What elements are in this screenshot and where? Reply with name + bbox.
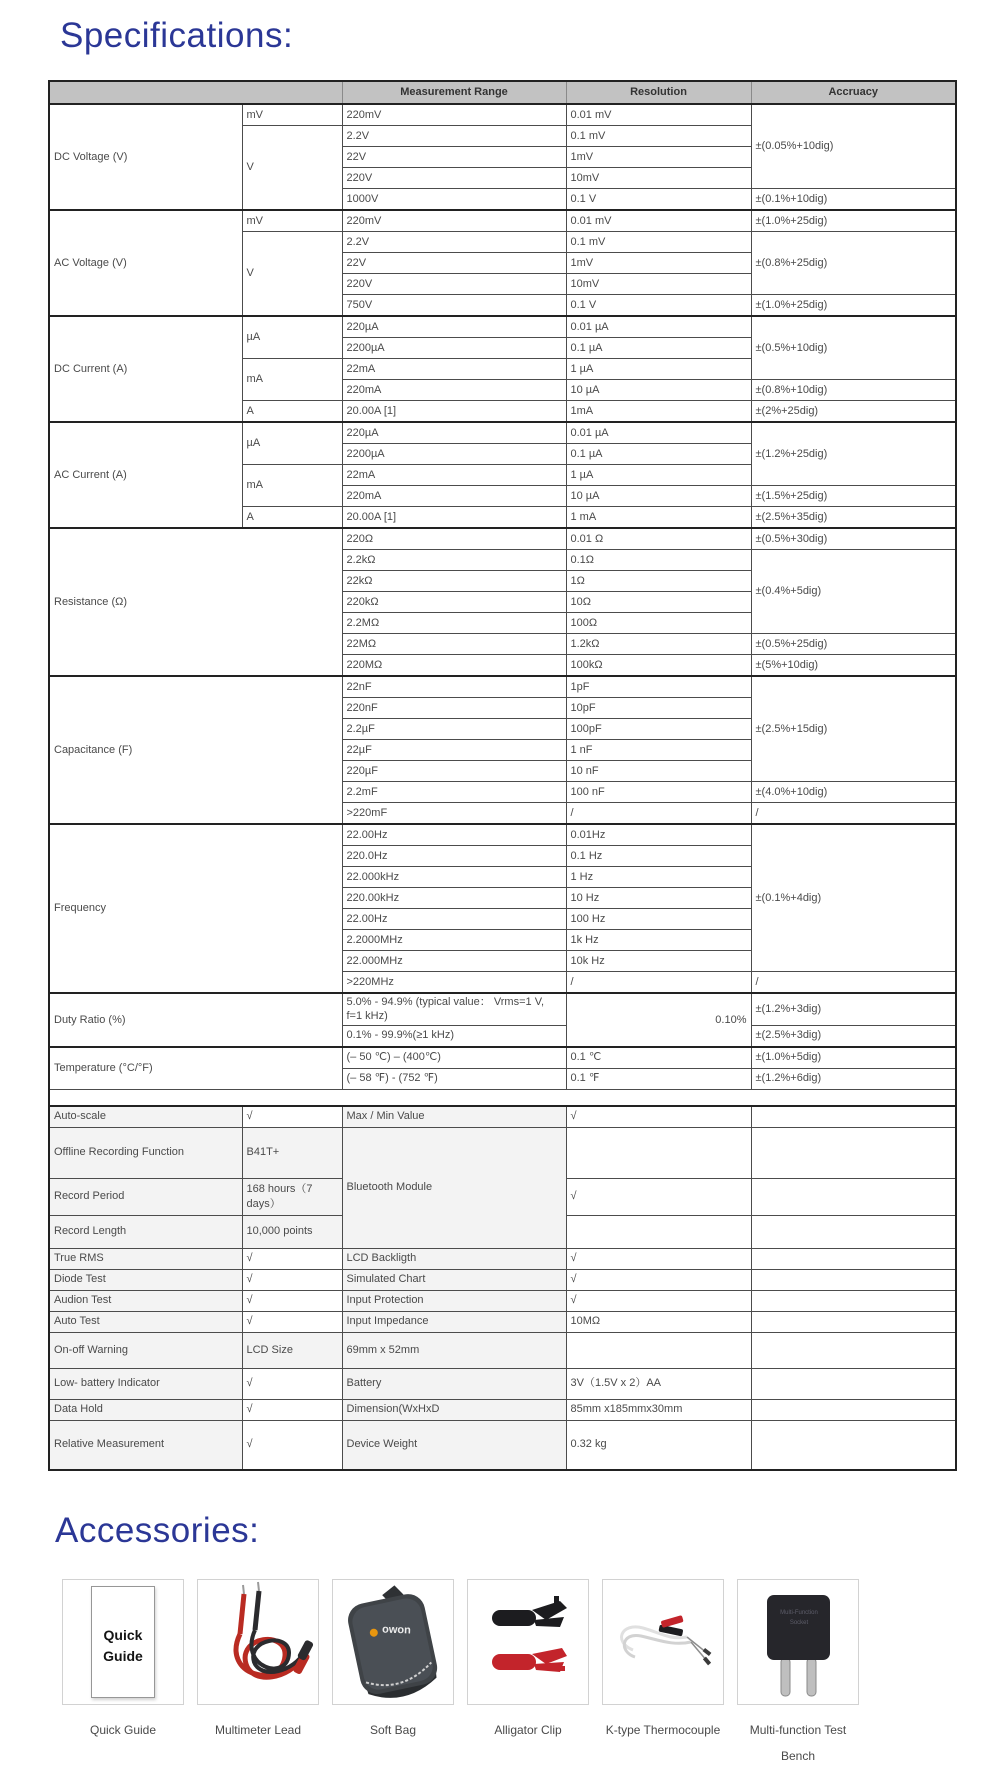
- spec-table-cell: [751, 1368, 956, 1399]
- spec-table-cell: 2.2000MHz: [342, 930, 566, 951]
- spec-table-cell: [751, 1178, 956, 1215]
- soft-bag-image: [332, 1579, 454, 1705]
- spec-table-cell: [751, 1311, 956, 1332]
- spec-table-cell: 10k Hz: [566, 951, 751, 972]
- spec-table-cell: 22mA: [342, 359, 566, 380]
- spec-table-cell: 0.1 mV: [566, 126, 751, 147]
- spec-table-cell: Frequency: [49, 824, 342, 993]
- spec-table-cell: ±(0.1%+4dig): [751, 824, 956, 972]
- spec-table-cell: 0.01 Ω: [566, 528, 751, 550]
- spec-table-cell: 22V: [342, 253, 566, 274]
- spec-table-cell: Duty Ratio (%): [49, 993, 342, 1047]
- spec-table-cell: 10Ω: [566, 592, 751, 613]
- soft-bag-logo: owon: [381, 1623, 412, 1637]
- spec-table-cell: Record Period: [49, 1178, 242, 1215]
- spec-table-cell: √: [242, 1311, 342, 1332]
- spec-table-cell: ±(1.0%+5dig): [751, 1047, 956, 1069]
- spec-table-cell: ±(5%+10dig): [751, 655, 956, 677]
- spec-table-cell: DC Voltage (V): [49, 104, 242, 210]
- spec-table-cell: √: [566, 1178, 751, 1215]
- alligator-clip-icon: [468, 1580, 588, 1704]
- spec-table-cell: 1Ω: [566, 571, 751, 592]
- spec-table-cell: B41T+: [242, 1127, 342, 1178]
- spec-table-cell: Bluetooth Module: [342, 1127, 566, 1248]
- accessories-row: [62, 1579, 1000, 1769]
- spec-table-cell: 168 hours（7 days）: [242, 1178, 342, 1215]
- spec-table-cell: 220µA: [342, 316, 566, 338]
- spec-table-cell: 220µF: [342, 761, 566, 782]
- spec-table-cell: 100kΩ: [566, 655, 751, 677]
- spec-table-cell: /: [751, 803, 956, 825]
- spec-table-header-cell: [49, 81, 342, 104]
- spec-table-cell: Resistance (Ω): [49, 528, 342, 676]
- spec-table-cell: 1mV: [566, 253, 751, 274]
- spec-table-cell: /: [566, 972, 751, 994]
- spec-table-cell: 2.2kΩ: [342, 550, 566, 571]
- spec-table-cell: 1 nF: [566, 740, 751, 761]
- spec-table-cell: 85mm x185mmx30mm: [566, 1399, 751, 1420]
- spec-table-cell: 1mA: [566, 401, 751, 423]
- spec-table-cell: ±(2.5%+3dig): [751, 1025, 956, 1047]
- spec-table-cell: Record Length: [49, 1215, 242, 1248]
- spec-table-cell: 10 Hz: [566, 888, 751, 909]
- spec-table-cell: ±(0.4%+5dig): [751, 550, 956, 634]
- spec-table-cell: mV: [242, 210, 342, 232]
- spec-table-header-cell: Measurement Range: [342, 81, 566, 104]
- spec-table-cell: Dimension(WxHxD: [342, 1399, 566, 1420]
- spec-table-cell: √: [566, 1290, 751, 1311]
- spec-table-cell: √: [242, 1248, 342, 1269]
- spec-table-cell: 3V（1.5V x 2）AA: [566, 1368, 751, 1399]
- alligator-clip-image: [467, 1579, 589, 1705]
- spec-table-cell: Audion Test: [49, 1290, 242, 1311]
- spec-table-cell: >220mF: [342, 803, 566, 825]
- spec-table-cell: 10 µA: [566, 380, 751, 401]
- spec-table-cell: 10pF: [566, 698, 751, 719]
- spec-table-cell: 0.1 mV: [566, 232, 751, 253]
- spec-table-cell: V: [242, 126, 342, 211]
- spec-table-cell: 10mV: [566, 168, 751, 189]
- spec-table-header-cell: Resolution: [566, 81, 751, 104]
- accessory-caption: Multimeter Lead: [214, 1722, 302, 1737]
- specifications-table: [48, 80, 957, 1471]
- spec-table-cell: 1 µA: [566, 359, 751, 380]
- spec-table-cell: ±(0.5%+25dig): [751, 634, 956, 655]
- spec-table-cell: Input Impedance: [342, 1311, 566, 1332]
- spec-table-cell: √: [242, 1290, 342, 1311]
- spec-table-cell: Auto Test: [49, 1311, 242, 1332]
- spec-table-cell: [751, 1420, 956, 1470]
- spec-table-cell: 0.1% - 99.9%(≥1 kHz): [342, 1025, 566, 1047]
- spec-table-cell: ±(0.05%+10dig): [751, 104, 956, 189]
- spec-table-cell: ±(1.0%+25dig): [751, 210, 956, 232]
- accessory-k-type-thermocouple: [602, 1579, 724, 1769]
- spec-table-cell: Device Weight: [342, 1420, 566, 1470]
- spec-table-cell: 0.1Ω: [566, 550, 751, 571]
- multimeter-lead-image: [197, 1579, 319, 1705]
- quick-guide-image: [62, 1579, 184, 1705]
- spec-table-cell: Simulated Chart: [342, 1269, 566, 1290]
- spec-table-cell: ±(0.8%+25dig): [751, 232, 956, 295]
- spec-table-cell: 1pF: [566, 676, 751, 698]
- spec-table-cell: ±(2%+25dig): [751, 401, 956, 423]
- spec-table-cell: 22kΩ: [342, 571, 566, 592]
- spec-table-cell: 0.1 Hz: [566, 846, 751, 867]
- specifications-table-body: [49, 81, 956, 1470]
- spec-table-cell: 1k Hz: [566, 930, 751, 951]
- spec-table-cell: 22.00Hz: [342, 909, 566, 930]
- spec-table-cell: √: [242, 1368, 342, 1399]
- spec-table-cell: 22.00Hz: [342, 824, 566, 846]
- spec-table-cell: [751, 1106, 956, 1128]
- spec-table-cell: [751, 1290, 956, 1311]
- spec-table-cell: Offline Recording Function: [49, 1127, 242, 1178]
- spec-table-cell: 0.01 mV: [566, 104, 751, 126]
- spec-table-cell: 1 µA: [566, 465, 751, 486]
- spec-table-cell: 1000V: [342, 189, 566, 211]
- spec-table-cell: 220V: [342, 168, 566, 189]
- spec-table-cell: 2.2mF: [342, 782, 566, 803]
- test-bench-label: Multi-Function Socket: [780, 1609, 818, 1627]
- spec-table-cell: 2200µA: [342, 338, 566, 359]
- spec-table-cell: 0.1 V: [566, 295, 751, 317]
- spec-table-cell: ±(4.0%+10dig): [751, 782, 956, 803]
- spec-table-cell: 20.00A [1]: [342, 401, 566, 423]
- spec-table-cell: Auto-scale: [49, 1106, 242, 1128]
- spec-table-cell: Max / Min Value: [342, 1106, 566, 1128]
- spec-table-cell: 1 Hz: [566, 867, 751, 888]
- spec-table-cell: 20.00A [1]: [342, 507, 566, 529]
- k-type-thermocouple-image: [602, 1579, 724, 1705]
- spec-table-cell: [566, 1215, 751, 1248]
- spec-table-cell: 0.1 µA: [566, 338, 751, 359]
- spec-table-cell: 220mA: [342, 486, 566, 507]
- soft-bag-icon: [333, 1580, 453, 1704]
- spec-table-cell: 0.1 ℉: [566, 1068, 751, 1089]
- spec-table-cell: ±(2.5%+15dig): [751, 676, 956, 782]
- accessory-caption: Alligator Clip: [494, 1722, 562, 1737]
- spec-table-cell: 1.2kΩ: [566, 634, 751, 655]
- spec-table-cell: 220V: [342, 274, 566, 295]
- spec-table-cell: [751, 1248, 956, 1269]
- spec-table-cell: mV: [242, 104, 342, 126]
- spec-table-cell: [751, 1399, 956, 1420]
- spec-table-cell: √: [566, 1269, 751, 1290]
- spec-table-cell: 0.01 mV: [566, 210, 751, 232]
- spec-table-cell: >220MHz: [342, 972, 566, 994]
- k-type-thermocouple-icon: [603, 1580, 723, 1704]
- spec-table-cell: 220mA: [342, 380, 566, 401]
- spec-table-cell: 220MΩ: [342, 655, 566, 677]
- spec-table-cell: √: [242, 1399, 342, 1420]
- spec-table-cell: ±(0.8%+10dig): [751, 380, 956, 401]
- specifications-title: Specifications:: [60, 16, 294, 55]
- spec-table-cell: [751, 1269, 956, 1290]
- spec-table-cell: 100 Hz: [566, 909, 751, 930]
- spec-table-cell: LCD Backligth: [342, 1248, 566, 1269]
- spec-table-cell: √: [242, 1106, 342, 1128]
- spec-table-cell: [566, 1332, 751, 1368]
- accessory-test-bench: [737, 1579, 859, 1769]
- spec-table-cell: 220Ω: [342, 528, 566, 550]
- spec-table-cell: ±(0.5%+30dig): [751, 528, 956, 550]
- spec-table-cell: 10mV: [566, 274, 751, 295]
- spec-table-cell: 1mV: [566, 147, 751, 168]
- spec-table-cell: /: [751, 972, 956, 994]
- spec-table-cell: mA: [242, 465, 342, 507]
- spec-table-cell: 0.32 kg: [566, 1420, 751, 1470]
- spec-table-cell: ±(1.2%+25dig): [751, 422, 956, 486]
- spec-table-cell: /: [566, 803, 751, 825]
- spec-table-cell: Input Protection: [342, 1290, 566, 1311]
- spec-table-cell: 220.0Hz: [342, 846, 566, 867]
- accessory-quick-guide: [62, 1579, 184, 1769]
- spec-table-cell: AC Voltage (V): [49, 210, 242, 316]
- spec-sheet-page: [0, 16, 1000, 1769]
- spec-table-cell: A: [242, 507, 342, 529]
- spec-table-cell: 100pF: [566, 719, 751, 740]
- accessory-soft-bag: [332, 1579, 454, 1769]
- spec-table-cell: 22nF: [342, 676, 566, 698]
- spec-table-cell: (– 58 ℉) - (752 ℉): [342, 1068, 566, 1089]
- spec-table-cell: 0.1 µA: [566, 444, 751, 465]
- spec-table-cell: ±(1.2%+3dig): [751, 993, 956, 1025]
- spec-table-cell: 220nF: [342, 698, 566, 719]
- spec-table-cell: ±(1.0%+25dig): [751, 295, 956, 317]
- spec-table-cell: ±(0.1%+10dig): [751, 189, 956, 211]
- multi-function-test-bench-image: [737, 1579, 859, 1705]
- spec-table-cell: 22V: [342, 147, 566, 168]
- spec-table-cell: [751, 1215, 956, 1248]
- spec-table-cell: 10,000 points: [242, 1215, 342, 1248]
- spec-table-cell: √: [242, 1420, 342, 1470]
- spec-table-cell: 220.00kHz: [342, 888, 566, 909]
- spec-table-cell: Diode Test: [49, 1269, 242, 1290]
- multi-function-test-bench-icon: [738, 1580, 858, 1704]
- spec-table-cell: 2.2V: [342, 232, 566, 253]
- spec-table-cell: 0.1 ℃: [566, 1047, 751, 1069]
- spec-table-cell: Data Hold: [49, 1399, 242, 1420]
- spec-table-cell: 2.2µF: [342, 719, 566, 740]
- spec-table-cell: 0.10%: [566, 993, 751, 1047]
- quick-guide-booklet: [91, 1586, 155, 1698]
- spec-table-cell: 220kΩ: [342, 592, 566, 613]
- spec-table-cell: √: [566, 1106, 751, 1128]
- accessory-caption: Soft Bag: [369, 1722, 417, 1737]
- spec-table-cell: 10 µA: [566, 486, 751, 507]
- multimeter-lead-icon: [198, 1580, 318, 1704]
- spec-table-cell: 2.2MΩ: [342, 613, 566, 634]
- spec-table-cell: √: [242, 1269, 342, 1290]
- spec-table-cell: ±(1.2%+6dig): [751, 1068, 956, 1089]
- spec-table-cell: [49, 1089, 956, 1106]
- spec-table-cell: 220mV: [342, 104, 566, 126]
- spec-table-cell: ±(0.5%+10dig): [751, 316, 956, 380]
- quick-guide-booklet-title: Quick Guide: [103, 1626, 143, 1664]
- spec-table-cell: DC Current (A): [49, 316, 242, 422]
- spec-table-cell: mA: [242, 359, 342, 401]
- spec-table-cell: (– 50 ℃) – (400℃): [342, 1047, 566, 1069]
- spec-table-cell: 0.1 V: [566, 189, 751, 211]
- spec-table-cell: √: [566, 1248, 751, 1269]
- accessory-caption: Multi-function Test Bench: [749, 1722, 847, 1763]
- spec-table-cell: ±(2.5%+35dig): [751, 507, 956, 529]
- accessory-caption: K-type Thermocouple: [605, 1722, 721, 1737]
- spec-table-cell: 10MΩ: [566, 1311, 751, 1332]
- spec-table-cell: Temperature (°C/°F): [49, 1047, 342, 1090]
- spec-table-cell: [566, 1127, 751, 1178]
- spec-table-cell: [751, 1127, 956, 1178]
- spec-table-cell: 220mV: [342, 210, 566, 232]
- spec-table-cell: True RMS: [49, 1248, 242, 1269]
- spec-table-cell: [751, 1332, 956, 1368]
- spec-table-cell: Relative Measurement: [49, 1420, 242, 1470]
- spec-table-cell: 2.2V: [342, 126, 566, 147]
- spec-table-cell: Capacitance (F): [49, 676, 342, 824]
- spec-table-cell: µA: [242, 316, 342, 359]
- spec-table-cell: 22µF: [342, 740, 566, 761]
- spec-table-cell: Battery: [342, 1368, 566, 1399]
- accessory-alligator-clip: [467, 1579, 589, 1769]
- spec-table-cell: 100 nF: [566, 782, 751, 803]
- spec-table-cell: AC Current (A): [49, 422, 242, 528]
- spec-table-cell: 22mA: [342, 465, 566, 486]
- spec-table-cell: ±(1.5%+25dig): [751, 486, 956, 507]
- spec-table-cell: 750V: [342, 295, 566, 317]
- spec-table-cell: 69mm x 52mm: [342, 1332, 566, 1368]
- spec-table-cell: LCD Size: [242, 1332, 342, 1368]
- spec-table-cell: 0.01Hz: [566, 824, 751, 846]
- spec-table-cell: 100Ω: [566, 613, 751, 634]
- spec-table-header-cell: Accruacy: [751, 81, 956, 104]
- spec-table-cell: 22.000MHz: [342, 951, 566, 972]
- spec-table-cell: V: [242, 232, 342, 317]
- spec-table-cell: Low- battery Indicator: [49, 1368, 242, 1399]
- spec-table-cell: µA: [242, 422, 342, 465]
- spec-table-cell: On-off Warning: [49, 1332, 242, 1368]
- spec-table-cell: 1 mA: [566, 507, 751, 529]
- spec-table-cell: 2200µA: [342, 444, 566, 465]
- spec-table-cell: 5.0% - 94.9% (typical value： Vrms=1 V, f=1 kHz): [342, 993, 566, 1025]
- spec-table-cell: 220µA: [342, 422, 566, 444]
- spec-table-cell: 0.01 µA: [566, 422, 751, 444]
- spec-table-cell: 10 nF: [566, 761, 751, 782]
- spec-table-cell: 22MΩ: [342, 634, 566, 655]
- spec-table-cell: 22.000kHz: [342, 867, 566, 888]
- spec-table-cell: A: [242, 401, 342, 423]
- accessory-caption: Quick Guide: [89, 1722, 157, 1737]
- accessory-multimeter-lead: [197, 1579, 319, 1769]
- spec-table-cell: 0.01 µA: [566, 316, 751, 338]
- accessories-title: Accessories:: [55, 1510, 260, 1550]
